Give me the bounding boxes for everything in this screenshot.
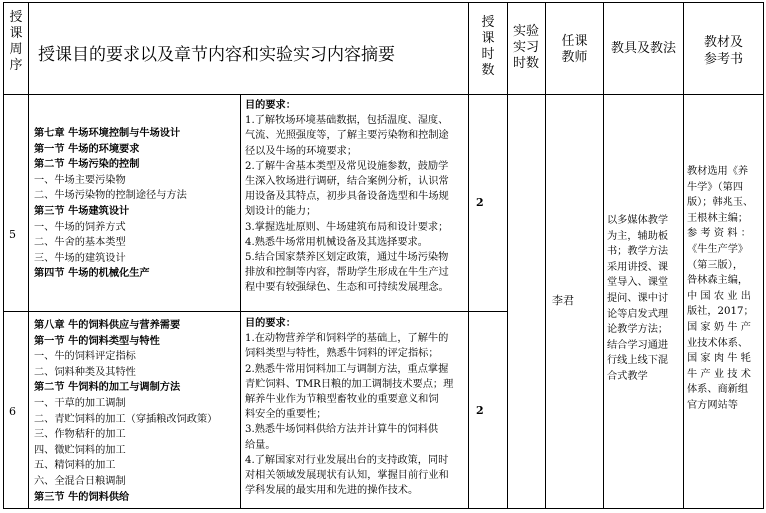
- materials-line: 牛 产 业 技 术: [687, 368, 751, 380]
- col-divider-goals: [240, 94, 241, 509]
- materials-line: 业技术体系、: [687, 337, 749, 349]
- goals-line: 对相关领域发展现状有认知，掌握目前行业和: [245, 470, 449, 482]
- goals-line: 3.熟悉牛场饲料供给方法并计算牛的饲料供: [245, 424, 439, 436]
- header-hours-char: 授: [481, 15, 495, 30]
- goals-line: 学科发展的最实用和先进的操作技术。: [245, 485, 419, 497]
- table-right-border: [763, 2, 764, 509]
- content-line: 三、牛场的建筑设计: [34, 252, 126, 264]
- materials-line: 国 家 奶 牛 产: [687, 321, 751, 333]
- col-divider-materials: [683, 2, 684, 509]
- header-teacher: [546, 34, 603, 66]
- materials-line: 牛学》（第四: [687, 181, 744, 193]
- header-week-char: 授: [9, 10, 23, 25]
- content-line: 第三节 牛的饲料供给: [34, 490, 130, 503]
- goals-line: 1.在动物营养学和饲料学的基础上，了解牛的: [245, 333, 449, 345]
- materials-text: [687, 164, 754, 414]
- content-line: 一、牛场的饲养方式: [34, 221, 126, 233]
- chapter-content: [34, 126, 187, 282]
- content-line: 第二节 牛场污染的控制: [34, 158, 140, 171]
- goals-title: 目的要求：: [245, 317, 296, 329]
- header-materials: [684, 34, 763, 68]
- header-hours: [469, 15, 507, 79]
- chapter-content: [34, 318, 217, 505]
- goals-line: 2.熟悉牛常用饲料加工与调制方法，重点掌握: [245, 363, 449, 375]
- header-week: [4, 10, 28, 74]
- goals-line: 生深入牧场进行调研，结合案例分析，认识常: [245, 176, 449, 188]
- header-title: 授课目的要求以及章节内容和实验实习内容摘要: [38, 45, 395, 65]
- col-divider-methods: [603, 2, 604, 509]
- content-line: 第七章 牛场环境控制与牛场设计: [34, 127, 181, 139]
- goals-line: 给量。: [245, 439, 276, 451]
- content-line: 第二节 牛饲料的加工与调制方法: [34, 381, 181, 394]
- goals-line: 解养牛业作为节粮型畜牧业的重要意义和饲: [245, 394, 439, 406]
- header-lab-hours: [507, 24, 545, 72]
- content-line: 二、牛舍的基本类型: [34, 237, 126, 249]
- content-line: 六、全混合日粮调制: [34, 475, 126, 487]
- methods-text: [607, 213, 668, 385]
- methods-line: 论等启发式理: [607, 308, 669, 320]
- goals-text: [245, 98, 449, 296]
- content-line: 二、青贮饲料的加工（穿插粮改饲政策）: [34, 413, 218, 425]
- goals-line: 4.了解国家对行业发展出台的支持政策，同时: [245, 454, 449, 466]
- teacher-name: 李君: [552, 294, 574, 307]
- content-line: 五、精饲料的加工: [34, 460, 116, 472]
- table-bottom-border: [3, 508, 764, 509]
- content-line: 第八章 牛的饲料供应与营养需要: [34, 319, 181, 331]
- goals-line: 1.了解牧场环境基础数据，包括温度、湿度、: [245, 115, 449, 127]
- header-lab-line: 实验: [512, 24, 539, 39]
- content-line: 第四节 牛场的机械化生产: [34, 267, 150, 280]
- content-line: 二、牛场污染物的控制途径与方法: [34, 190, 187, 202]
- methods-line: 合式教学: [607, 370, 648, 382]
- content-line: 二、饲料种类及其特性: [34, 366, 136, 378]
- row-divider: [3, 311, 468, 312]
- materials-line: 中 国 农 业 出: [687, 290, 751, 302]
- methods-line: 以多媒体教学: [607, 215, 669, 226]
- goals-line: 青贮饲料、TMR日粮的加工调制技术要点；理: [245, 378, 454, 390]
- materials-line: 参 考 资 料 ：: [687, 228, 751, 240]
- content-line: 三、作物秸秆的加工: [34, 429, 126, 441]
- content-line: 四、微贮饲料的加工: [34, 444, 126, 456]
- methods-line: 为主，辅助板: [607, 230, 669, 242]
- content-line: 第一节 牛场的环境要求: [34, 142, 140, 155]
- content-line: 第一节 牛的饲料类型与特性: [34, 334, 160, 347]
- materials-line: 版）；韩兆玉、: [687, 197, 754, 209]
- col-divider-lab: [507, 2, 508, 509]
- goals-line: 5.结合国家禁养区划定政策，通过牛场污染物: [245, 252, 449, 264]
- materials-line: 昝林森主编，: [687, 275, 749, 287]
- table-top-border: [3, 2, 764, 3]
- goals-line: 程中要有较强绿色、生态和可持续发展理念。: [245, 282, 449, 294]
- hours-value: 2: [476, 196, 484, 209]
- goals-line: 4.熟悉牛场常用机械设备及其选择要求。: [245, 236, 428, 248]
- week-number: 6: [9, 405, 16, 418]
- header-methods: 教具及教法: [610, 41, 676, 56]
- content-line: 一、干草的加工调制: [34, 397, 126, 409]
- header-materials-line: 教材及: [703, 35, 743, 50]
- header-teacher-line: 任课: [561, 34, 588, 49]
- header-lab-line: 时数: [512, 56, 539, 71]
- goals-line: 用设备及其特点，初步具备设备选型和牛场规: [245, 191, 449, 203]
- header-hours-char: 数: [481, 63, 495, 78]
- methods-line: 书；教学方法: [607, 246, 669, 258]
- week-number: 5: [9, 228, 16, 241]
- materials-line: 官方网站等: [687, 399, 738, 411]
- content-line: 一、牛的饲料评定指标: [34, 351, 136, 363]
- materials-line: 国 家 肉 牛 牦: [687, 353, 751, 365]
- header-week-char: 周: [9, 42, 23, 57]
- goals-line: 料安全的重要性；: [245, 409, 327, 421]
- goals-line: 气流、光照强度等，了解主要污染物和控制途: [245, 130, 449, 142]
- goals-line: 排放和控制等内容，帮助学生形成在牛生产过: [245, 267, 449, 279]
- goals-line: 3.掌握选址原则、牛场建筑布局和设计要求；: [245, 221, 449, 233]
- header-week-char: 课: [9, 26, 23, 41]
- goals-text: [245, 316, 453, 498]
- header-teacher-line: 教师: [561, 50, 588, 65]
- header-lab-line: 实习: [512, 40, 539, 55]
- methods-line: 堂导入、课堂: [607, 277, 669, 289]
- methods-line: 采用讲授、课: [607, 261, 669, 273]
- materials-line: 体系、商新组: [687, 384, 749, 396]
- col-divider-week: [28, 2, 29, 509]
- materials-line: 《牛生产学》: [687, 243, 749, 255]
- methods-line: 行线上线下混: [607, 355, 669, 367]
- row-divider-hours: [468, 311, 507, 312]
- header-hours-char: 课: [481, 31, 495, 46]
- header-materials-line: 参考书: [703, 52, 743, 67]
- goals-line: 2.了解牛舍基本类型及常见设施参数，鼓励学: [245, 160, 449, 172]
- hours-value: 2: [476, 404, 484, 417]
- header-hours-char: 时: [481, 47, 495, 62]
- content-line: 一、牛场主要污染物: [34, 174, 126, 186]
- methods-line: 提问、课中讨: [607, 292, 669, 304]
- goals-line: 饲料类型与特性，熟悉牛饲料的评定指标；: [245, 348, 439, 360]
- materials-line: 王根林主编；: [687, 212, 749, 224]
- table-left-border: [3, 2, 4, 509]
- goals-line: 径以及牛场的环境要求；: [245, 145, 358, 157]
- methods-line: 结合学习通进: [607, 339, 669, 351]
- col-divider-teacher: [545, 2, 546, 509]
- header-bottom-border: [3, 94, 764, 95]
- goals-title: 目的要求：: [245, 99, 296, 111]
- header-week-char: 序: [9, 58, 23, 73]
- materials-line: 版社，2017；: [687, 306, 754, 318]
- content-line: 第三节 牛场建筑设计: [34, 204, 130, 217]
- methods-line: 论教学方法；: [607, 324, 669, 336]
- materials-line: （第三版），: [687, 259, 744, 271]
- materials-line: 教材选用《养: [687, 166, 749, 177]
- goals-line: 划设计的能力；: [245, 206, 317, 218]
